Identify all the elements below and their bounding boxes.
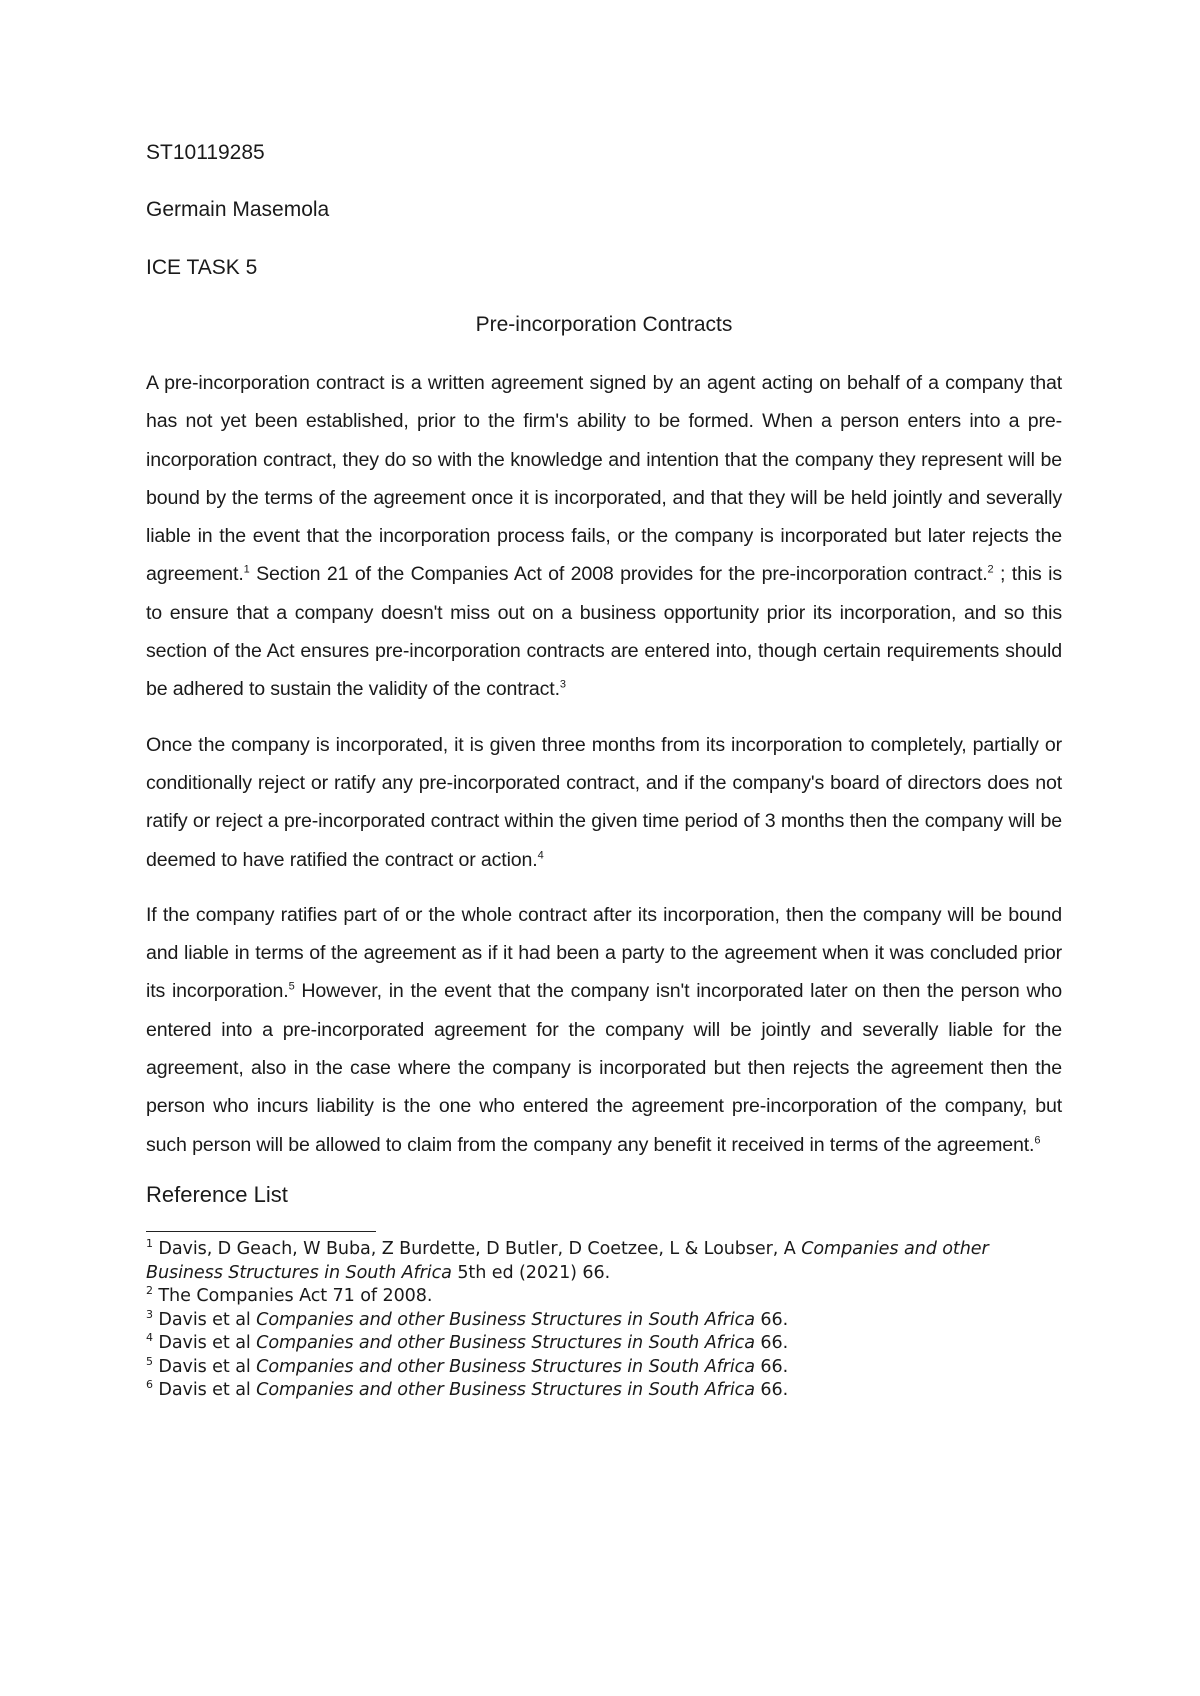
paragraph-2 xyxy=(146,726,1062,879)
footnote-3 xyxy=(146,1309,1062,1333)
footnote-text: 5th ed (2021) 66. xyxy=(451,1262,611,1283)
footnote-book-title: Companies and other Business Structures in South Africa xyxy=(146,1239,989,1283)
footnote-book-title: Companies and other Business Structures in South Africa xyxy=(256,1380,755,1401)
footnote-text: Davis, D Geach, W Buba, Z Burdette, D Butler, D Coetzee, L & Loubser, A xyxy=(152,1239,802,1260)
footnote-text: Davis et al xyxy=(152,1380,257,1401)
paragraph-text: If the company ratifies part of or the whole contract after its incorporation, then the company will be bound and liable in terms of the agreement as if it had been a party to the agreement when it was concluded prior its incorporation. xyxy=(146,903,1062,1003)
footnote-book-title: Companies and other Business Structures in South Africa xyxy=(256,1309,755,1330)
footnote-number: 1 xyxy=(146,1237,153,1251)
student-name: Germain Masemola xyxy=(146,198,330,222)
footnote-ref: 4 xyxy=(537,849,544,862)
task-label: ICE TASK 5 xyxy=(146,255,258,279)
footnote-book-title: Companies and other Business Structures in South Africa xyxy=(256,1333,755,1354)
footnote-text: Davis et al xyxy=(152,1356,257,1377)
reference-list-heading: Reference List xyxy=(146,1181,288,1207)
footnote-ref: 6 xyxy=(1034,1134,1041,1147)
footnote-text: The Companies Act 71 of 2008. xyxy=(152,1286,433,1307)
student-number: ST10119285 xyxy=(146,141,265,164)
footnote-ref: 1 xyxy=(243,563,250,576)
document-title: Pre-incorporation Contracts xyxy=(475,312,733,336)
paragraph-1 xyxy=(146,364,1062,709)
paragraph-text: Once the company is incorporated, it is given three months from its incorporation to completely, partially or conditionally reject or ratify any pre-incorporated contract, and if the company's board of directors does not ratify or reject a pre-incorporated contract within the given time period of 3 months then the company will be deemed to have ratified the contract or action. xyxy=(146,733,1062,871)
footnote-ref: 2 xyxy=(987,563,994,576)
footnote-5 xyxy=(146,1356,1062,1380)
footnote-text: 66. xyxy=(754,1309,789,1330)
paragraph-3 xyxy=(146,896,1062,1164)
footnote-separator xyxy=(146,1231,376,1232)
paragraph-text: Section 21 of the Companies Act of 2008 provides for the pre-incorporation contract. xyxy=(249,563,988,586)
document-page xyxy=(146,140,1062,1403)
footnote-6 xyxy=(146,1379,1062,1403)
footnote-text: Davis et al xyxy=(152,1309,257,1330)
footnotes xyxy=(146,1238,1062,1403)
footnote-number: 3 xyxy=(146,1308,153,1322)
footnote-ref: 3 xyxy=(559,678,566,691)
footnote-number: 4 xyxy=(146,1331,153,1345)
paragraph-text: A pre-incorporation contract is a written agreement signed by an agent acting on behalf of a company that has not yet been established, prior to the firm's ability to be formed. When a person enters into a pre-incorporation contract, they do so with the knowledge and intention that the company they represent will be bound by the terms of the agreement once it is incorporated, and that they will be held jointly and severally liable in the event that the incorporation process fails, or the company is incorporated but later rejects the agreement. xyxy=(146,372,1062,586)
footnote-4 xyxy=(146,1332,1062,1356)
footnote-text: Davis et al xyxy=(152,1333,257,1354)
footnote-book-title: Companies and other Business Structures in South Africa xyxy=(256,1356,755,1377)
footnote-text: 66. xyxy=(754,1333,789,1354)
footnote-text: 66. xyxy=(754,1356,789,1377)
footnote-number: 6 xyxy=(146,1378,153,1392)
paragraph-text: However, in the event that the company isn't incorporated later on then the person who entered into a pre-incorporated agreement for the company will be jointly and severally liable for the agreement, also in the case where the company is incorporated but then rejects the agreement then the person who incurs liability is the one who entered the agreement pre-incorporation of the company, but such person will be allowed to claim from the company any benefit it received in terms of the agreement. xyxy=(146,980,1062,1156)
footnote-1 xyxy=(146,1238,1062,1285)
footnote-number: 2 xyxy=(146,1284,153,1298)
footnote-text: 66. xyxy=(754,1380,789,1401)
footnote-number: 5 xyxy=(146,1355,153,1369)
footnote-ref: 5 xyxy=(288,980,295,993)
footnote-2 xyxy=(146,1285,1062,1309)
paragraph-text: ; this is to ensure that a company doesn't miss out on a business opportunity prior its incorporation, and so this section of the Act ensures pre-incorporation contracts are entered into, though certain requirements should be adhered to sustain the validity of the contract. xyxy=(146,563,1063,701)
